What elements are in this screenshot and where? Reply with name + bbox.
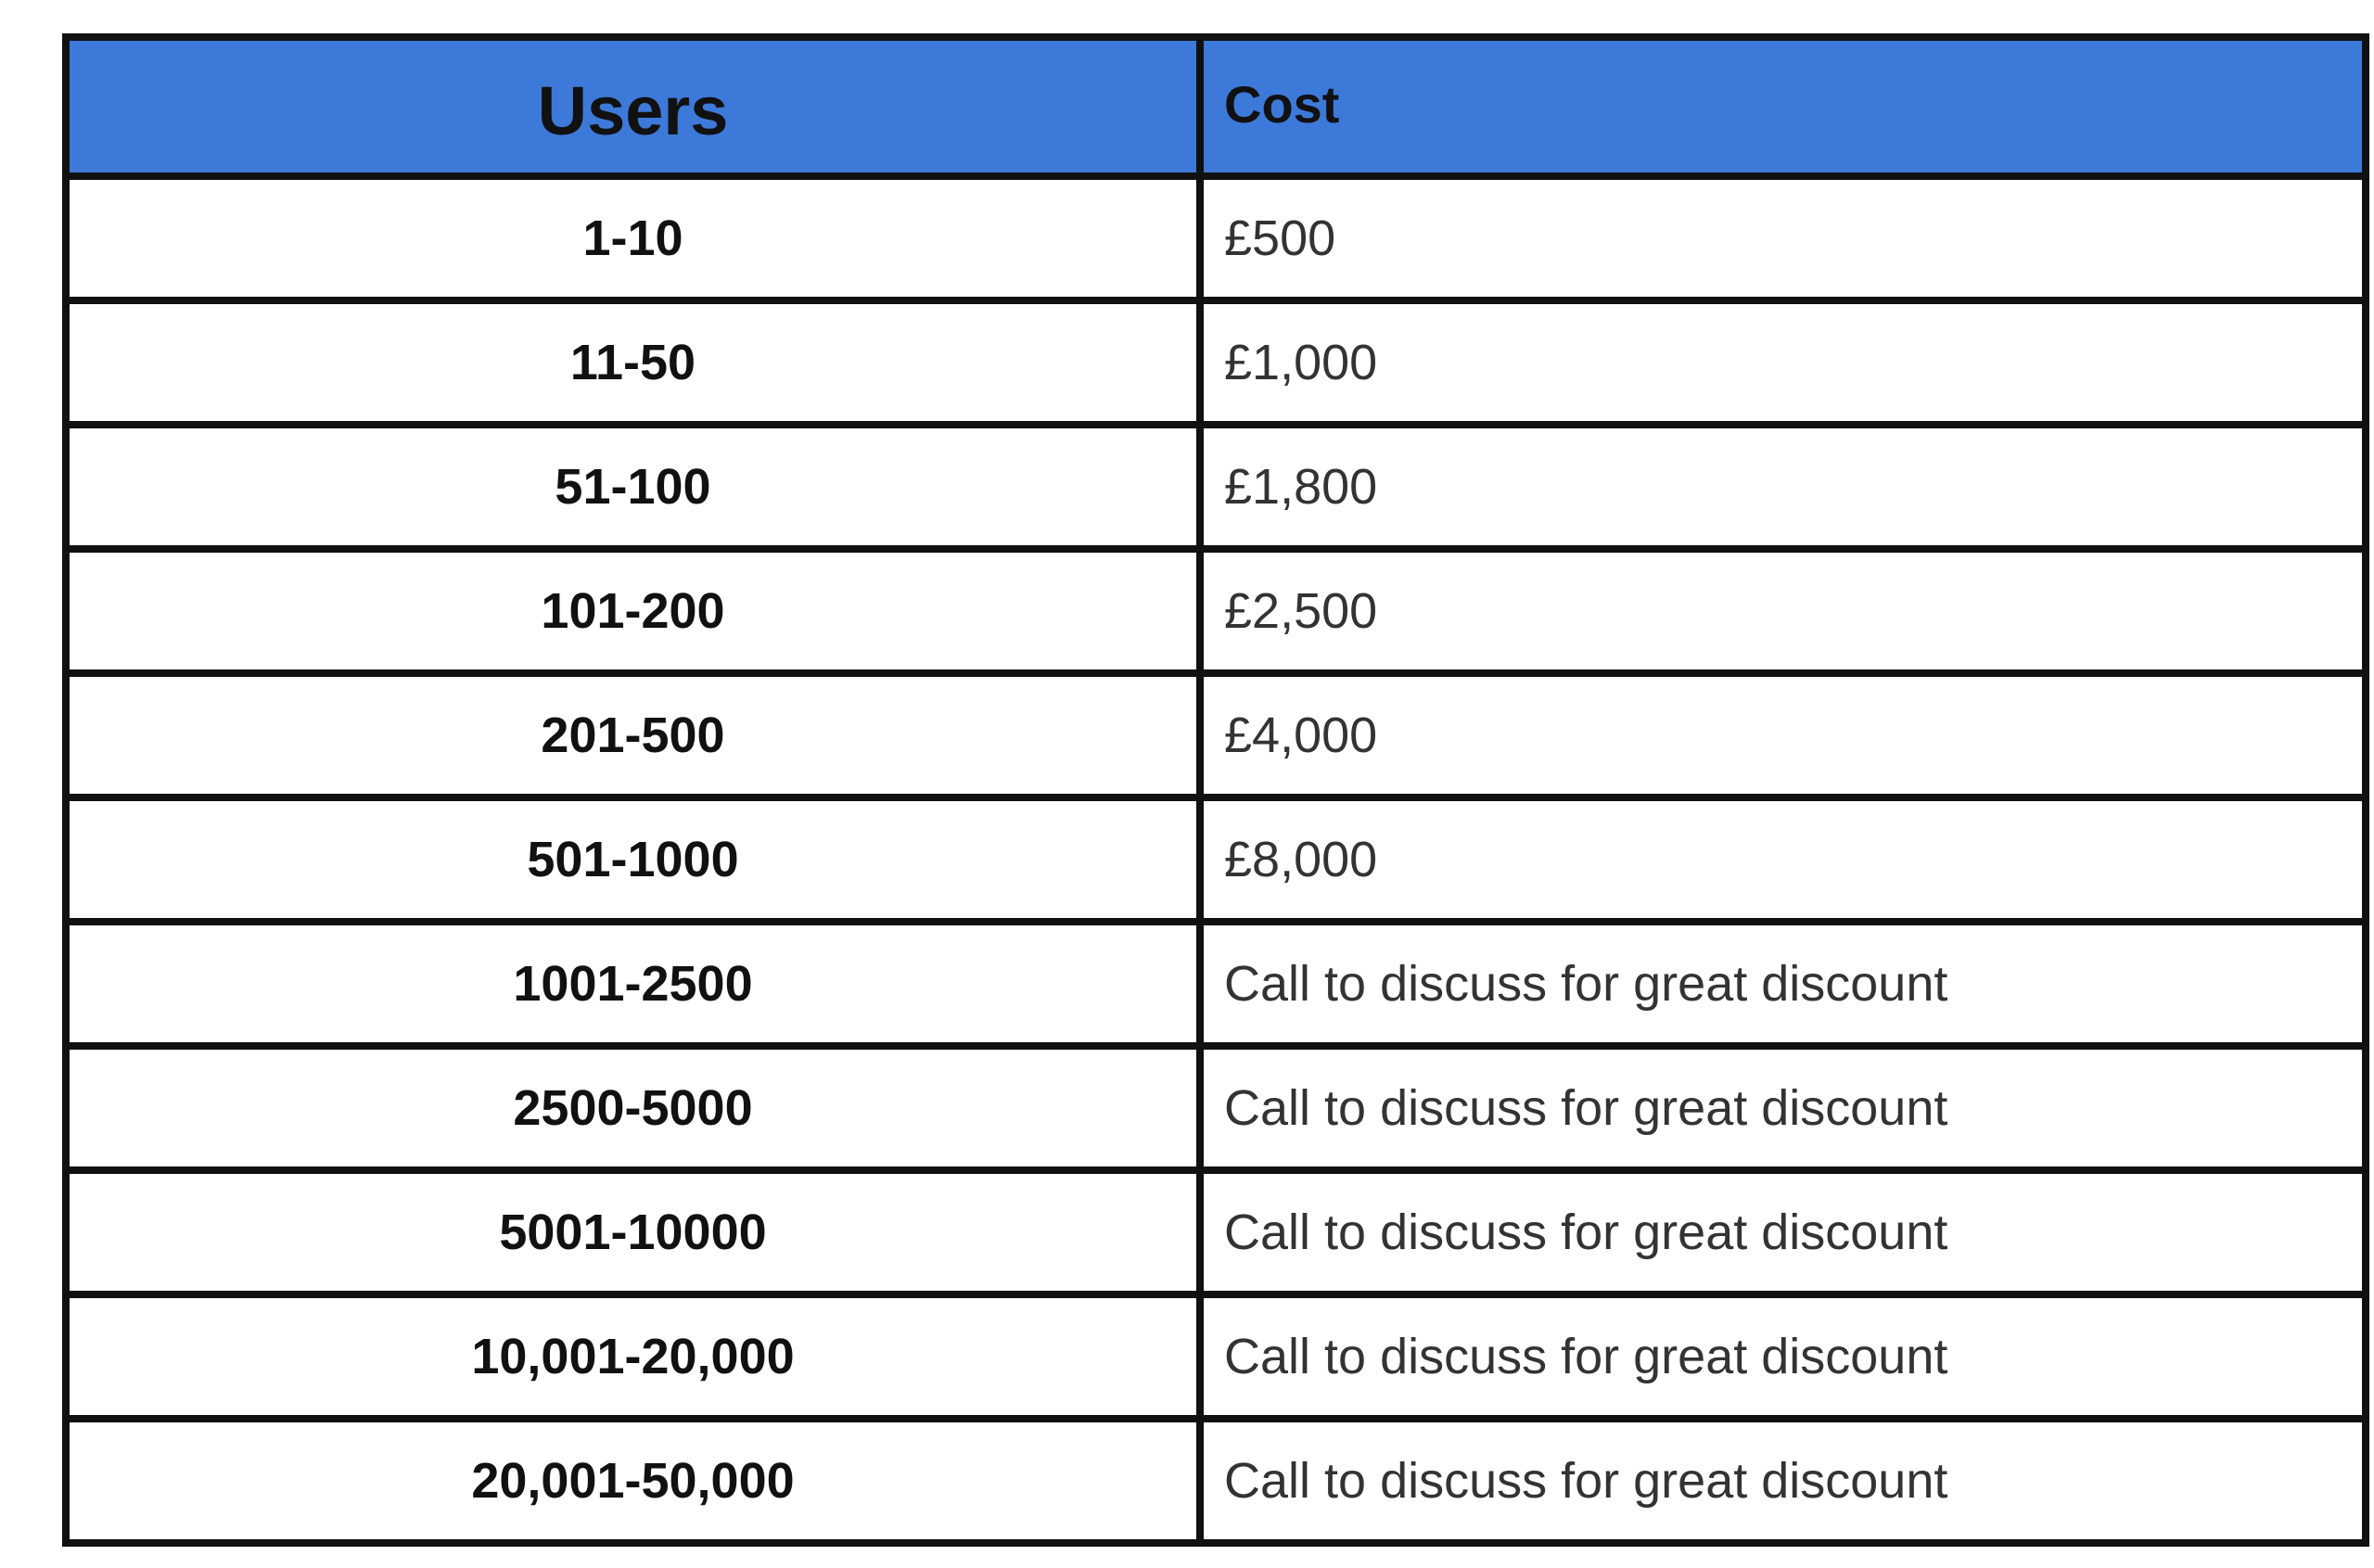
- cost-cell: £4,000: [1200, 673, 2366, 797]
- users-range-cell: 201-500: [66, 673, 1200, 797]
- cost-cell: Call to discuss for great discount: [1200, 1170, 2366, 1294]
- cost-cell: Call to discuss for great discount: [1200, 1046, 2366, 1170]
- users-range-cell: 5001-10000: [66, 1170, 1200, 1294]
- cost-cell: Call to discuss for great discount: [1200, 1419, 2366, 1543]
- users-range-cell: 501-1000: [66, 797, 1200, 922]
- pricing-table-body: [66, 176, 2366, 1543]
- cost-cell: £500: [1200, 176, 2366, 300]
- users-range-cell: 1-10: [66, 176, 1200, 300]
- users-range-cell: 11-50: [66, 300, 1200, 425]
- users-column-header: Users: [66, 37, 1200, 176]
- table-row: [66, 1419, 2366, 1543]
- table-row: [66, 176, 2366, 300]
- table-row: [66, 1046, 2366, 1170]
- cost-cell: Call to discuss for great discount: [1200, 922, 2366, 1046]
- pricing-table-container: [62, 33, 2362, 1547]
- cost-cell: £2,500: [1200, 549, 2366, 673]
- cost-cell: £1,000: [1200, 300, 2366, 425]
- pricing-table: [62, 33, 2369, 1547]
- table-row: [66, 549, 2366, 673]
- table-row: [66, 1294, 2366, 1419]
- users-range-cell: 10,001-20,000: [66, 1294, 1200, 1419]
- table-row: [66, 673, 2366, 797]
- table-row: [66, 425, 2366, 549]
- cost-cell: £1,800: [1200, 425, 2366, 549]
- cost-cell: £8,000: [1200, 797, 2366, 922]
- header-row: [66, 37, 2366, 176]
- pricing-table-header: [66, 37, 2366, 176]
- users-range-cell: 20,001-50,000: [66, 1419, 1200, 1543]
- table-row: [66, 300, 2366, 425]
- cost-column-header: Cost: [1200, 37, 2366, 176]
- users-range-cell: 2500-5000: [66, 1046, 1200, 1170]
- cost-cell: Call to discuss for great discount: [1200, 1294, 2366, 1419]
- users-range-cell: 1001-2500: [66, 922, 1200, 1046]
- table-row: [66, 922, 2366, 1046]
- users-range-cell: 51-100: [66, 425, 1200, 549]
- table-row: [66, 1170, 2366, 1294]
- users-range-cell: 101-200: [66, 549, 1200, 673]
- table-row: [66, 797, 2366, 922]
